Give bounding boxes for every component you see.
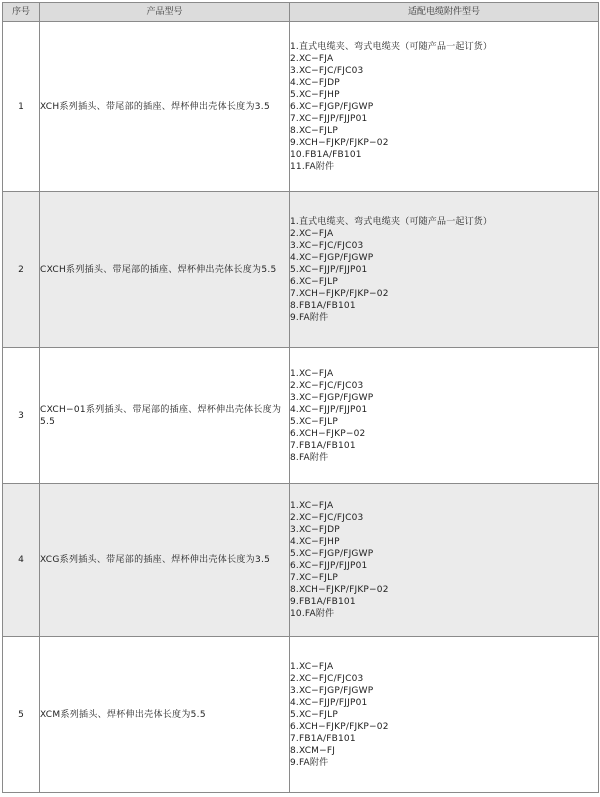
accessory-item: 7.FB1A/FB101 — [290, 733, 356, 744]
accessory-item: 5.XC−FJLP — [290, 416, 338, 427]
accessory-item: 6.XC−FJGP/FJGWP — [290, 101, 374, 112]
accessory-item: 5.XC−FJLP — [290, 709, 338, 720]
row-model: CXCH−01系列插头、带尾部的插座、焊杯伸出壳体长度为5.5 — [40, 348, 290, 484]
row-index: 5 — [3, 637, 40, 793]
accessory-item: 3.XC−FJC/FJC03 — [290, 65, 364, 76]
accessory-item: 6.XC−FJLP — [290, 276, 338, 287]
accessory-item: 4.XC−FJJP/FJJP01 — [290, 404, 368, 415]
accessory-item: 9.XCH−FJKP/FJKP−02 — [290, 137, 389, 148]
accessory-item: 6.XC−FJJP/FJJP01 — [290, 561, 368, 571]
row-accessories — [290, 348, 599, 484]
accessory-item: 1.XC−FJA — [290, 661, 334, 672]
accessory-item: 2.XC−FJC/FJC03 — [290, 673, 364, 684]
row-accessories — [290, 637, 599, 793]
accessory-item: 4.XC−FJHP — [290, 537, 340, 547]
accessory-item: 8.FA附件 — [290, 452, 329, 463]
row-model: XCH系列插头、带尾部的插座、焊杯伸出壳体长度为3.5 — [40, 22, 290, 192]
row-accessories — [290, 22, 599, 192]
accessory-item: 7.XC−FJLP — [290, 573, 338, 583]
accessory-item: 10.FB1A/FB101 — [290, 149, 362, 160]
row-model: XCG系列插头、带尾部的插座、焊杯伸出壳体长度为3.5 — [40, 484, 290, 637]
accessory-item: 4.XC−FJGP/FJGWP — [290, 252, 374, 263]
accessory-item: 5.XC−FJJP/FJJP01 — [290, 264, 368, 275]
accessory-item: 7.XCH−FJKP/FJKP−02 — [290, 288, 389, 299]
row-model: XCM系列插头、焊杯伸出壳体长度为5.5 — [40, 637, 290, 793]
accessory-item: 2.XC−FJA — [290, 53, 334, 64]
accessory-item: 1.直式电缆夹、弯式电缆夹（可随产品一起订货） — [290, 41, 493, 52]
table-row — [3, 484, 599, 637]
accessory-item: 2.XC−FJA — [290, 228, 334, 239]
accessory-item: 8.FB1A/FB101 — [290, 300, 356, 311]
table-row — [3, 192, 599, 348]
accessory-item: 9.FA附件 — [290, 312, 329, 323]
header-model: 产品型号 — [40, 3, 290, 22]
table-row — [3, 348, 599, 484]
accessory-item: 9.FA附件 — [290, 757, 329, 768]
accessory-item: 4.XC−FJJP/FJJP01 — [290, 697, 368, 708]
accessory-item: 3.XC−FJGP/FJGWP — [290, 685, 374, 696]
accessory-item: 8.XCM−FJ — [290, 745, 336, 756]
accessory-item: 2.XC−FJC/FJC03 — [290, 380, 364, 391]
row-index: 4 — [3, 484, 40, 637]
table-row — [3, 22, 599, 192]
table-header-row — [3, 3, 599, 22]
accessory-item: 3.XC−FJGP/FJGWP — [290, 392, 374, 403]
header-index: 序号 — [3, 3, 40, 22]
accessory-item: 6.XCH−FJKP−02 — [290, 428, 366, 439]
accessory-item: 1.XC−FJA — [290, 501, 334, 511]
row-index: 3 — [3, 348, 40, 484]
accessory-item: 7.XC−FJJP/FJJP01 — [290, 113, 368, 124]
row-accessories — [290, 192, 599, 348]
accessory-item: 5.XC−FJHP — [290, 89, 340, 100]
row-accessories — [290, 484, 599, 637]
table-row — [3, 637, 599, 793]
accessory-item: 6.XCH−FJKP/FJKP−02 — [290, 721, 389, 732]
accessory-item: 3.XC−FJDP — [290, 525, 340, 535]
row-model: CXCH系列插头、带尾部的插座、焊杯伸出壳体长度为5.5 — [40, 192, 290, 348]
accessory-item: 8.XC−FJLP — [290, 125, 338, 136]
accessory-spec-table — [2, 2, 599, 793]
accessory-item: 3.XC−FJC/FJC03 — [290, 240, 364, 251]
accessory-item: 2.XC−FJC/FJC03 — [290, 513, 364, 523]
accessory-item: 4.XC−FJDP — [290, 77, 340, 88]
accessory-item: 5.XC−FJGP/FJGWP — [290, 549, 374, 559]
accessory-item: 11.FA附件 — [290, 161, 335, 172]
row-index: 2 — [3, 192, 40, 348]
accessory-item: 8.XCH−FJKP/FJKP−02 — [290, 585, 389, 595]
accessory-item: 1.直式电缆夹、弯式电缆夹（可随产品一起订货） — [290, 216, 493, 227]
header-accessory: 适配电缆附件型号 — [290, 3, 599, 22]
accessory-item: 1.XC−FJA — [290, 368, 334, 379]
accessory-item: 9.FB1A/FB101 — [290, 597, 356, 607]
accessory-item: 10.FA附件 — [290, 609, 335, 619]
accessory-item: 7.FB1A/FB101 — [290, 440, 356, 451]
row-index: 1 — [3, 22, 40, 192]
